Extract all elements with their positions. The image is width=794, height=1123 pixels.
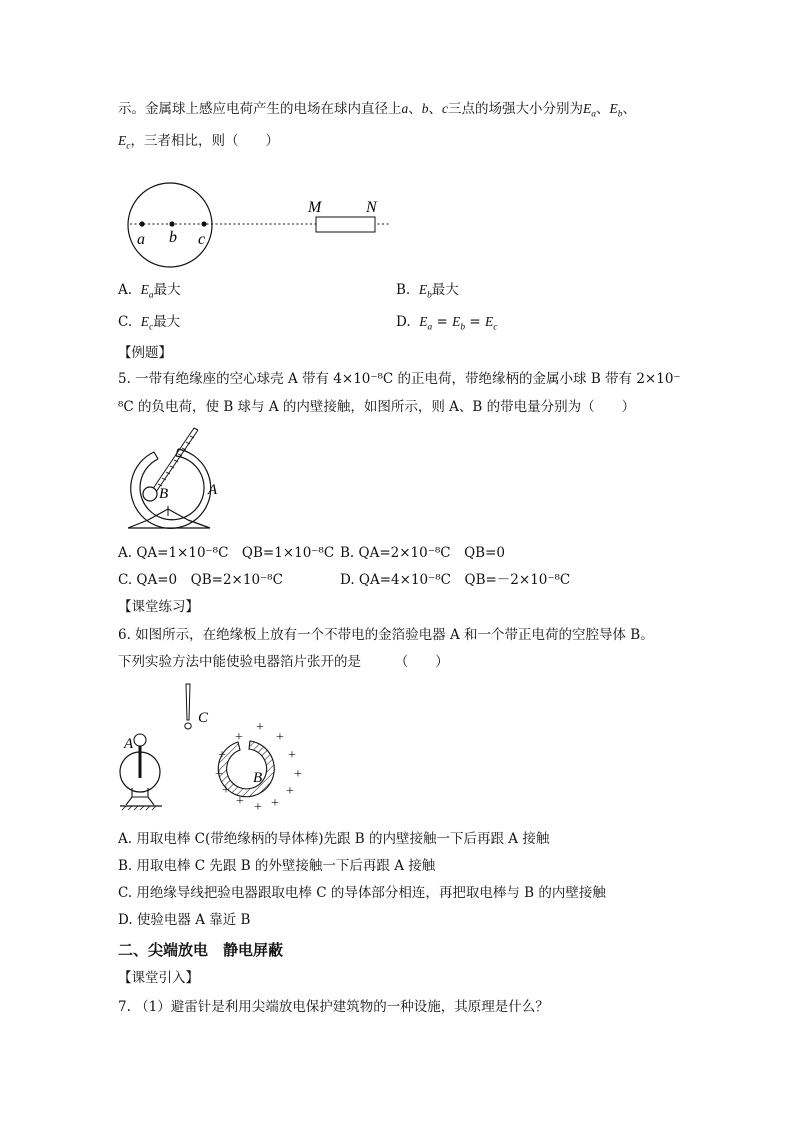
base-left	[128, 520, 148, 528]
option-letter: D.	[396, 314, 411, 330]
label-N: N	[366, 199, 377, 216]
Ec: $E_c$	[484, 314, 498, 333]
q5-option-c[interactable]: C. QA=0 QB=2×10⁻⁸C	[118, 572, 283, 588]
section-heading-2: 二、尖端放电 静电屏蔽	[118, 941, 284, 959]
q6-option-a[interactable]: A. 用取电棒 C(带绝缘柄的导体棒)先跟 B 的内壁接触一下后再跟 A 接触	[118, 831, 550, 847]
option-letter: B.	[396, 282, 411, 298]
base-right	[188, 520, 210, 528]
label-C: C	[198, 710, 209, 726]
plus-charges	[215, 720, 302, 815]
plus-sign: +	[222, 783, 230, 798]
point-b-dot	[169, 221, 174, 226]
q4-stem-line2	[118, 132, 279, 156]
plus-sign: +	[218, 748, 226, 763]
label-B: B	[159, 486, 169, 502]
handle-end	[194, 428, 198, 430]
plus-sign: +	[254, 800, 262, 815]
q6-option-b[interactable]: B. 用取电棒 C 先跟 B 的外壁接触一下后再跟 A 接触	[118, 858, 436, 874]
q4-stem-text2: 三点的场强大小分别为	[448, 101, 583, 117]
section-practice: 【课堂练习】	[118, 599, 199, 615]
q5-stem-line2: ⁸C 的负电荷，使 B 球与 A 的内壁接触，如图所示，则 A、B 的带电量分别为（ ）	[118, 399, 636, 415]
Ec: $E_c$	[140, 314, 154, 333]
plus-sign: +	[271, 796, 279, 811]
rod-c	[186, 684, 190, 720]
q4-option-d[interactable]	[396, 313, 497, 337]
separator: 、	[622, 101, 636, 117]
section-intro: 【课堂引入】	[118, 970, 199, 986]
shell-opening-left	[154, 452, 158, 459]
label-M: M	[308, 199, 322, 216]
label-a: a	[137, 231, 145, 248]
q4-stem-line1	[118, 100, 636, 124]
q5-option-d[interactable]: D. QA=4×10⁻⁸C QB=－2×10⁻⁸C	[340, 572, 571, 588]
q5-option-a[interactable]: A. QA=1×10⁻⁸C QB=1×10⁻⁸C	[118, 545, 335, 561]
label-A: A	[124, 736, 134, 752]
equals: =	[469, 314, 481, 330]
ball-b	[143, 487, 157, 501]
option-text: 最大	[431, 282, 459, 298]
q5-stem-line1: 5. 一带有绝缘座的空心球壳 A 带有 4×10⁻⁸C 的正电荷，带绝缘柄的金属小球 B 带有 2×10⁻	[118, 371, 681, 387]
q6-option-c[interactable]: C. 用绝缘导线把验电器跟取电棒 C 的导体部分相连，再把取电棒与 B 的内壁接触	[118, 885, 606, 901]
Eb: $E_b$	[418, 282, 432, 301]
point-a-dot	[139, 221, 144, 226]
q4-point-a: a	[401, 101, 409, 116]
q4-Ea: $E_a$	[583, 101, 596, 120]
Ea: $E_a$	[419, 314, 433, 333]
plus-sign: +	[288, 748, 296, 763]
rod-c-tip	[185, 723, 191, 729]
q6-option-d[interactable]: D. 使验电器 A 靠近 B	[118, 912, 251, 928]
plus-sign: +	[286, 784, 294, 799]
q4-option-c[interactable]	[118, 313, 180, 337]
plus-sign: +	[276, 730, 284, 745]
q4-option-a[interactable]	[118, 281, 181, 305]
separator: 、	[428, 101, 442, 117]
separator: 、	[408, 101, 422, 117]
q4-stem-text: 示。金属球上感应电荷产生的电场在球内直径上	[118, 101, 402, 117]
q4-stem-text3: ，三者相比，则（ ）	[130, 133, 279, 149]
q6-figure	[118, 680, 318, 820]
point-c-dot	[201, 221, 206, 226]
equals: =	[436, 314, 448, 330]
handle-hatching	[158, 436, 194, 486]
q7-stem-line1: 7. （1）避雷针是利用尖端放电保护建筑物的一种设施，其原理是什么？	[118, 999, 549, 1015]
plus-sign: +	[256, 720, 264, 735]
q4-point-c: c	[442, 101, 448, 116]
q5-option-b[interactable]: B. QA=2×10⁻⁸C QB=0	[340, 545, 505, 561]
label-B: B	[253, 770, 263, 786]
plus-sign: +	[236, 794, 244, 809]
shell-outer	[131, 449, 211, 528]
q6-stem-line2: 下列实验方法中能使验电器箔片张开的是 （ ）	[118, 654, 449, 670]
option-letter: C.	[118, 314, 133, 330]
separator: 、	[595, 101, 610, 117]
q4-figure	[120, 180, 400, 275]
q5-figure	[118, 424, 228, 534]
option-letter: A.	[118, 282, 133, 298]
option-text: 最大	[153, 314, 181, 330]
q4-point-b: b	[421, 101, 429, 116]
q6-stem-line1: 6. 如图所示，在绝缘板上放有一个不带电的金箔验电器 A 和一个带正电荷的空腔导体 B。	[118, 627, 654, 643]
option-text: 最大	[153, 282, 181, 298]
q4-Eb: $E_b$	[609, 101, 623, 120]
section-example: 【例题】	[118, 345, 172, 361]
label-b: b	[169, 229, 177, 246]
Eb: $E_b$	[452, 314, 466, 333]
Ea: $E_a$	[140, 282, 154, 301]
q4-option-b[interactable]	[396, 281, 459, 305]
electroscope-base	[126, 797, 154, 805]
label-A: A	[208, 482, 218, 498]
handle-edge-1	[150, 428, 194, 493]
electroscope-knob	[134, 734, 146, 746]
label-c: c	[198, 231, 206, 248]
rod-mn	[316, 217, 375, 232]
q4-Ec: $E_c$	[118, 133, 131, 152]
plus-sign: +	[215, 767, 223, 782]
plus-sign: +	[235, 730, 243, 745]
plus-sign: +	[294, 767, 302, 782]
